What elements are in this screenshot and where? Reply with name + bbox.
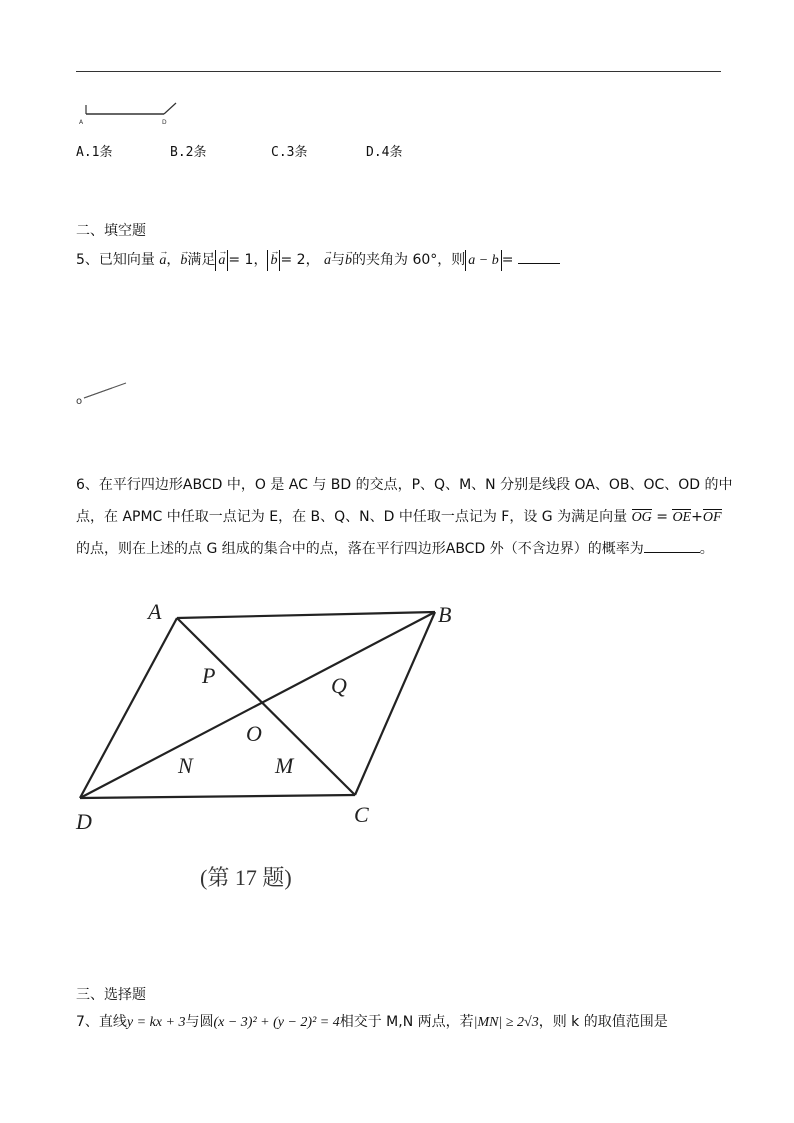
label-d: D: [162, 119, 167, 126]
q7-text-2: 与圆: [185, 1014, 214, 1030]
header-rule: [76, 71, 721, 72]
vertex-b: B: [438, 602, 452, 627]
q5-text-b: 满足: [187, 252, 216, 268]
q6-answer-blank[interactable]: [644, 552, 700, 553]
side-ab: [177, 612, 435, 618]
q5-text-d: 的夹角为 60°，则: [352, 252, 466, 268]
section-fill-title: 二、填空题: [76, 223, 146, 239]
q6-eq: =: [651, 509, 673, 525]
q7-circle-equation: (x − 3)² + (y − 2)² = 4: [213, 1015, 340, 1030]
q5-vec-a2: → a: [324, 251, 331, 271]
diagonal-bd: [80, 612, 435, 798]
parallelogram-figure: [70, 585, 470, 905]
vertex-d: D: [76, 809, 92, 834]
q6-line-1: 6、在平行四边形ABCD 中，O 是 AC 与 BD 的交点，P、Q、M、N 分别是线段 OA、OB、OC、OD 的中: [76, 477, 733, 493]
q5-text-c: 与: [331, 252, 346, 268]
option-c: C.3条: [271, 145, 308, 160]
figure-caption: (第 17 题): [200, 865, 292, 890]
vertex-a: A: [148, 599, 162, 624]
side-cd: [80, 795, 355, 798]
diagonal-ac: [177, 618, 355, 795]
q7-mn-condition: |MN| ≥ 2√3: [473, 1015, 539, 1030]
q5-answer-blank[interactable]: [518, 263, 560, 264]
q6-line-2: [76, 507, 722, 528]
angle-figure: [74, 378, 134, 408]
question-7: [76, 1012, 668, 1033]
q6-vec-og: OG: [631, 510, 652, 525]
question-5: [76, 250, 560, 271]
top-segment-figure: [76, 96, 186, 128]
q5-sep: ，: [166, 252, 181, 268]
q7-line-equation: y = kx + 3: [126, 1015, 186, 1030]
option-b: B.2条: [170, 145, 207, 160]
point-m: M: [275, 753, 294, 778]
q5-abs-b-vec: → b: [270, 251, 277, 271]
q5-abs-a-vec: → a: [218, 251, 225, 271]
point-p: P: [202, 663, 216, 688]
q5-eq1: = 1: [228, 252, 254, 268]
q5-abs-a: [215, 250, 228, 271]
q7-text-3: 相交于 M,N 两点，若: [339, 1014, 474, 1030]
parallelogram-lines: [80, 612, 435, 798]
side-da: [80, 618, 177, 798]
section-choice-title: 三、选择题: [76, 987, 146, 1003]
q5-vec-b: → b: [180, 251, 187, 271]
option-d: D.4条: [366, 145, 403, 160]
point-o: O: [246, 721, 262, 746]
q6-line-3-text: 的点，则在上述的点 G 组成的集合中的点，落在平行四边形ABCD 外（不含边界）的概率为: [76, 541, 644, 557]
q5-sep: ，: [253, 252, 268, 268]
tick-d: [164, 103, 176, 114]
q7-text-4: ，则 k 的取值范围是: [538, 1014, 668, 1030]
q5-eq2: = 2: [280, 252, 306, 268]
q6-line-3-end: 。: [699, 541, 714, 557]
q6-vec-of: OF: [702, 510, 722, 525]
side-bc: [355, 612, 435, 795]
q5-vec-b2: → b: [345, 251, 352, 271]
q7-number: 7、: [76, 1014, 99, 1030]
angle-label: o: [76, 396, 83, 407]
label-a: A: [79, 119, 84, 126]
q5-text-a: 已知向量: [98, 252, 155, 268]
q5-abs-diff: [465, 250, 501, 271]
q6-plus: +: [691, 509, 703, 525]
angle-ray-2: [84, 388, 112, 398]
q6-line-3: [76, 539, 714, 559]
q5-vec-a: → a: [159, 251, 166, 271]
option-a: A.1条: [76, 145, 113, 160]
q5-eq3: =: [501, 252, 514, 268]
q7-text-1: 直线: [98, 1014, 127, 1030]
point-n: N: [178, 753, 193, 778]
q6-line-2-text: 点，在 APMC 中任取一点记为 E，在 B、Q、N、D 中任取一点记为 F，设 G 为满足向量: [76, 509, 628, 525]
q5-number: 5、: [76, 252, 99, 268]
point-q: Q: [331, 673, 347, 698]
vertex-c: C: [354, 802, 369, 827]
q6-vec-oe: OE: [672, 510, 692, 525]
q5-sep: ，: [305, 252, 320, 268]
q5-abs-b: [267, 250, 280, 271]
q5-abs-diff-text: a − b: [468, 253, 499, 268]
